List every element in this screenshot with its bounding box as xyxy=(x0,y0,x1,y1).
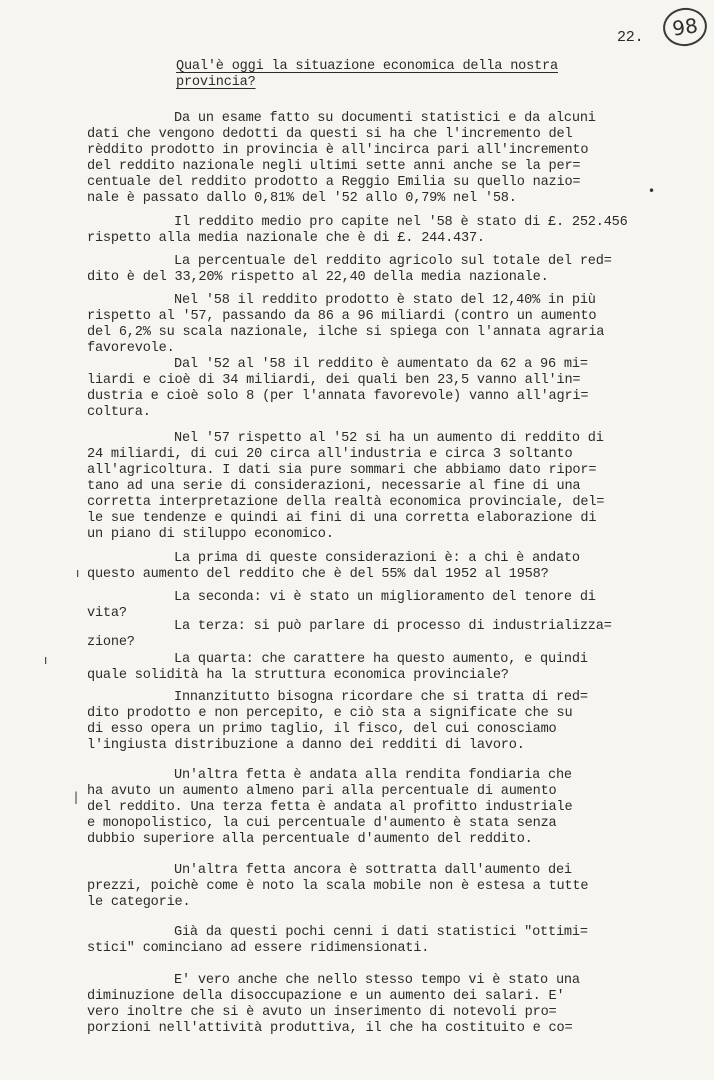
p12-line: del reddito. Una terza fetta è andata al profitto industriale xyxy=(87,800,573,815)
p6-line: 24 miliardi, di cui 20 circa all'industria e circa 3 soltanto xyxy=(87,447,573,462)
margin-tick-mark: ı xyxy=(76,566,80,580)
p6-line: tano ad una serie di considerazioni, necessarie al fine di una xyxy=(87,479,581,494)
p5-line: Dal '52 al '58 il reddito è aumentato da 62 a 96 mi= xyxy=(174,357,588,372)
p11-line: Innanzitutto bisogna ricordare che si tratta di red= xyxy=(174,690,588,705)
p1-line: centuale del reddito prodotto a Reggio Emilia su quello nazio= xyxy=(87,175,581,190)
p11-line: di esso opera un primo taglio, il fisco, del cui conosciamo xyxy=(87,722,557,737)
p13-line: prezzi, poichè come è noto la scala mobile non è estesa a tutte xyxy=(87,879,589,894)
p6-line: corretta interpretazione della realtà economica provinciale, del= xyxy=(87,495,605,510)
p11-line: dito prodotto e non percepito, e ciò sta a significate che su xyxy=(87,706,573,721)
p12-line: Un'altra fetta è andata alla rendita fondiaria che xyxy=(174,768,572,783)
p2-line: Il reddito medio pro capite nel '58 è stato di £. 252.456 xyxy=(174,215,628,230)
p5-line: coltura. xyxy=(87,405,151,420)
p2-line: rispetto alla media nazionale che è di £. 244.437. xyxy=(87,231,485,246)
p15-line: E' vero anche che nello stesso tempo vi è stato una xyxy=(174,973,580,988)
margin-tick-mark: ı xyxy=(44,653,48,667)
p10-line: La quarta: che carattere ha questo aumento, e quindi xyxy=(174,652,588,667)
p5-line: liardi e cioè di 34 miliardi, dei quali ben 23,5 vanno all'in= xyxy=(87,373,581,388)
p6-line: all'agricoltura. I dati sia pure sommari che abbiamo dato ripor= xyxy=(87,463,597,478)
p9-line: zione? xyxy=(87,635,135,650)
p1-line: rèddito prodotto in provincia è all'incirca pari all'incremento xyxy=(87,143,589,158)
p15-line: vero inoltre che si è avuto un inserimento di notevoli pro= xyxy=(87,1005,557,1020)
p4-line: rispetto al '57, passando da 86 a 96 miliardi (contro un aumento xyxy=(87,309,597,324)
p6-line: Nel '57 rispetto al '52 si ha un aumento di reddito di xyxy=(174,431,604,446)
p4-line: Nel '58 il reddito prodotto è stato del 12,40% in più xyxy=(174,293,596,308)
p6-line: le sue tendenze e quindi ai fini di una corretta elaborazione di xyxy=(87,511,597,526)
p4-line: favorevole. xyxy=(87,341,175,356)
p1-line: Da un esame fatto su documenti statistici e da alcuni xyxy=(174,111,596,126)
p15-line: porzioni nell'attività produttiva, il che ha costituito e co= xyxy=(87,1021,573,1036)
p9-line: La terza: si può parlare di processo di industrializza= xyxy=(174,619,612,634)
p11-line: l'ingiusta distribuzione a danno dei redditi di lavoro. xyxy=(87,738,525,753)
p14-line: Già da questi pochi cenni i dati statistici "ottimi= xyxy=(174,925,588,940)
p7-line: questo aumento del reddito che è del 55% dal 1952 al 1958? xyxy=(87,567,549,582)
p15-line: diminuzione della disoccupazione e un aumento dei salari. E' xyxy=(87,989,565,1004)
p13-line: Un'altra fetta ancora è sottratta dall'aumento dei xyxy=(174,863,572,878)
p5-line: dustria e cioè solo 8 (per l'annata favorevole) vanno all'agri= xyxy=(87,389,589,404)
p7-line: La prima di queste considerazioni è: a chi è andato xyxy=(174,551,580,566)
p6-line: un piano di stiluppo economico. xyxy=(87,527,334,542)
title-line-2: provincia? xyxy=(176,75,256,90)
p4-line: del 6,2% su scala nazionale, ilche si spiega con l'annata agraria xyxy=(87,325,605,340)
p3-line: dito è del 33,20% rispetto al 22,40 della media nazionale. xyxy=(87,270,549,285)
p1-line: del reddito nazionale negli ultimi sette anni anche se la per= xyxy=(87,159,581,174)
page-stamp: 98 xyxy=(661,5,710,49)
p13-line: le categorie. xyxy=(87,895,191,910)
page-number: 22. xyxy=(617,29,644,46)
p12-line: e monopolistico, la cui percentuale d'aumento è stata senza xyxy=(87,816,557,831)
p10-line: quale solidità ha la struttura economica provinciale? xyxy=(87,668,509,683)
p8-line: La seconda: vi è stato un miglioramento del tenore di xyxy=(174,590,596,605)
p8-line: vita? xyxy=(87,606,127,621)
margin-dot-mark: • xyxy=(648,184,656,198)
title-line-1: Qual'è oggi la situazione economica della nostra xyxy=(176,59,558,74)
margin-tick-mark: | xyxy=(74,790,79,804)
p12-line: ha avuto un aumento almeno pari alla percentuale di aumento xyxy=(87,784,557,799)
p1-line: nale è passato dallo 0,81% del '52 allo 0,79% nel '58. xyxy=(87,191,517,206)
p14-line: stici" cominciano ad essere ridimensionati. xyxy=(87,941,430,956)
p12-line: dubbio superiore alla percentuale d'aumento del reddito. xyxy=(87,832,533,847)
p3-line: La percentuale del reddito agricolo sul totale del red= xyxy=(174,254,612,269)
p1-line: dati che vengono dedotti da questi si ha che l'incremento del xyxy=(87,127,573,142)
